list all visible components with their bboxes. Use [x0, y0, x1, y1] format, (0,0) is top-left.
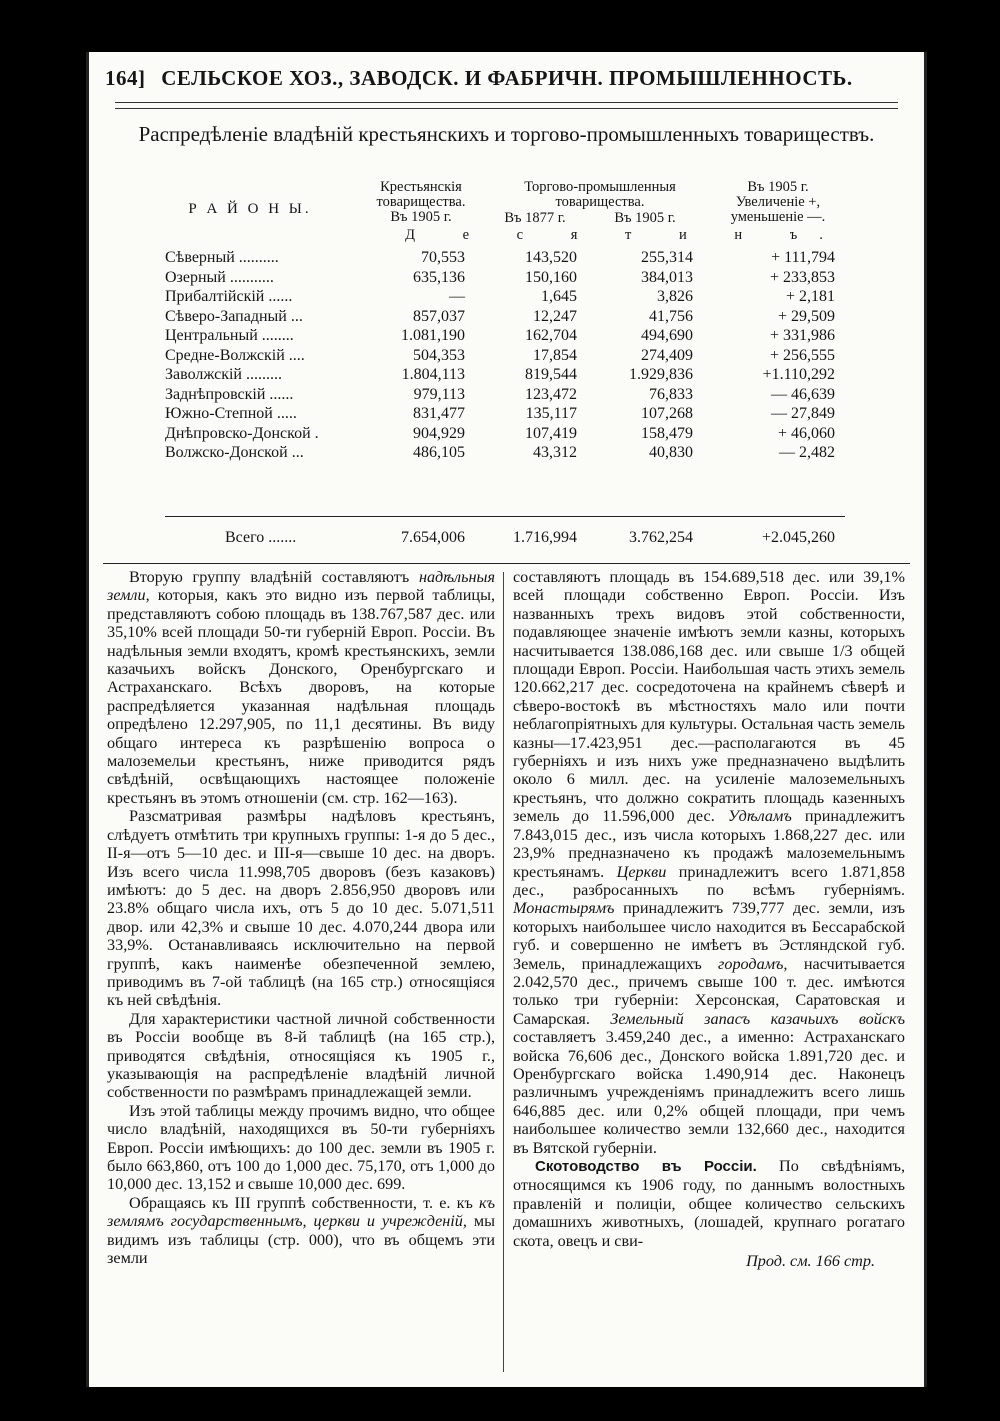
running-title: СЕЛЬСКОЕ ХОЗ., ЗАВОДСК. И ФАБРИЧН. ПРОМЫШЛЕННОСТЬ.	[161, 66, 853, 90]
table-title: Распредѣленіе владѣній крестьянскихъ и торгово-промышленныхъ товариществъ.	[138, 122, 875, 146]
table-total-row: Всего ....... 7.654,006 1.716,994 3.762,254 +2.045,260	[225, 529, 835, 546]
paragraph: Изъ этой таблицы между прочимъ видно, что общее число владѣній, находящихся въ 50-ти губерніяхъ Европ. Россіи имѣющихъ: до 100 дес. земли въ 1905 г. было 663,860, отъ 100 до 1,000 дес. 75,170, отъ 1,000 до 10,000 дес. 13,152 и свыше 10,000 дес. 699.	[107, 1101, 495, 1194]
paragraph: Для характеристики частной личной собственности въ Россіи вообще въ 8-й таблицѣ (на 165 стр.), приводятся свѣдѣнія, относящіяся къ 1905 г., указывающія на распредѣленіе владѣній личной собственности по размѣрамъ принадлежащей земли.	[107, 1009, 495, 1102]
table-row: Заволжскій ......... 1.804,113 819,544 1.929,836 +1.110,292	[165, 366, 835, 383]
table-row: Центральный ........ 1.081,190 162,704 494,690 + 331,986	[165, 327, 835, 344]
paragraph: Разсматривая размѣры надѣловъ крестьянъ, слѣдуетъ отмѣтить три крупныхъ группы: 1-я до 5 дес., II-я—отъ 5—10 дес. и III-я—свыше 10 дес. на дворъ. Изъ всего числа 11.998,705 дворовъ (безъ казаковъ) имѣютъ: до 5 дес. на дворъ 2.856,950 дворовъ или 23.8% общаго числа ихъ, отъ 5 до 10 дес. 5.071,511 двор. или 42,3% и свыше 10 дес. 4.070,244 двора или 33,9%. Останавливаясь исключительно на первой группѣ, какъ наименѣе обезпеченной землею, приводимъ въ 7-ой таблицѣ (на 165 стр.) относящіяся къ ней свѣдѣнія.	[107, 807, 495, 1010]
table-row: Средне-Волжскій .... 504,353 17,854 274,409 + 256,555	[165, 346, 835, 364]
header-trade-1905: Въ 1905 г.	[614, 210, 676, 226]
table-bottom-rule	[103, 563, 910, 564]
header-trade-1877: Въ 1877 г.	[504, 210, 566, 226]
header-peasant-group: Крестьянскія товарищества.	[376, 179, 466, 210]
header-unit: Д е с я т и н ъ.	[405, 227, 845, 243]
paragraph: составляютъ площадь въ 154.689,518 дес. или 39,1% всей площади собственно Европ. Россіи. Изъ названныхъ трехъ видовъ этой собственности, подавляющее значеніе имѣютъ земли казны, которыхъ насчитывается 138.086,168 дес. или свыше 1/3 общей площади Европ. Россіи. Наибольшая часть этихъ земель 120.662,217 дес. сосредоточена на крайнемъ сѣверѣ и сѣверо-востокѣ въ мѣстностяхъ мало или почти неблагопріятныхъ для культуры. Остальная часть земель казны—17.423,951 дес.—располагаются въ 45 губерніяхъ и изъ нихъ уже предназначено выдѣлить около 6 милл. дес. на усиленіе малоземельныхъ крестьянъ, что должно сократить площадь казенныхъ земель до 11.596,000 дес. Удѣламъ принадлежитъ 7.843,015 дес., изъ числа которыхъ 1.868,227 дес. или 23,9% предназначено къ продажѣ малоземельнымъ крестьянамъ. Церкви принадлежитъ всего 1.871,858 дес., разбросанныхъ по всѣмъ губерніямъ. Монастырямъ принадлежитъ 739,777 дес. земли, изъ которыхъ наибольшее число находится въ Бессарабской губ. и совершенно не имѣетъ въ Эстляндской губ. Земель, принадлежащихъ городамъ, насчитывается 2.042,570 дес., причемъ свыше 100 т. дес. имѣются только три губерніи: Херсонская, Саратовская и Самарская. Земельный запасъ казачьихъ войскъ составляетъ 3.459,240 дес., а именно: Астраханскаго войска 76,606 дес., Донского войска 1.891,720 дес. и Оренбургскаго войска 1.490,914 дес. Наконецъ различнымъ учрежденіямъ принадлежитъ всего лишь 646,885 дес. или 0,2% общей площади, при чемъ наибольшее количество земли 132,660 дес., находится въ Вятской губерніи.	[513, 568, 905, 1157]
paragraph: Вторую группу владѣній составляютъ надѣльныя земли, которыя, какъ это видно изъ первой таблицы, представляютъ собою площадь въ 138.767,587 дес. или 35,10% всей площади 50-ти губерній Европ. Россіи. Въ надѣльныя земли входятъ, кромѣ крестьянскихъ, земли казачьихъ войскъ Донского, Оренбургскаго и Астраханскаго. Всѣхъ дворовъ, на которые распредѣляется указанная надѣльная площадь опредѣлено 12.297,905, по 11,1 десятины. Въ виду общаго интереса къ разрѣшенію вопроса о малоземельи крестьянъ, ниже приводится рядъ свѣдѣній, освѣщающихъ настоящее положеніе крестьянъ въ этомъ отношеніи (см. стр. 162—163).	[107, 568, 495, 807]
header-peasant-year: Въ 1905 г.	[390, 209, 452, 225]
paragraph: Скотоводство въ Россіи. По свѣдѣніямъ, относящимся къ 1906 году, по даннымъ волостныхъ правленій и полиціи, общее количество сельскихъ домашнихъ животныхъ, (лошадей, крупнаго рогатаго скота, овецъ и сви-	[513, 1157, 905, 1250]
header-peasant	[361, 180, 481, 225]
header-change: Въ 1905 г. Увеличеніе +, уменьшеніе —.	[730, 179, 826, 225]
paragraph: Обращаясь къ III группѣ собственности, т. е. къ къ землямъ государственнымъ, церкви и учрежденій, мы видимъ изъ таблицы (стр. 000), что въ общемъ эти земли	[107, 1193, 495, 1268]
table-row: Сѣверо-Западный ... 857,037 12,247 41,756 + 29,509	[165, 307, 835, 325]
total-rule	[165, 516, 845, 517]
header-trade-group: Торгово-промышленныя товарищества.	[524, 179, 676, 210]
right-text-column	[513, 568, 905, 1270]
table-row: Прибалтійскій ...... — 1,645 3,826 + 2,181	[165, 288, 835, 305]
header-rule	[115, 102, 898, 109]
header-region: Р А Й О Н Ы.	[188, 201, 312, 217]
page-number: 164]	[105, 66, 146, 90]
left-text-column	[107, 568, 495, 1267]
page-sheet	[86, 52, 927, 1387]
table-row: Сѣверный .......... 70,553 143,520 255,314 + 111,794	[165, 249, 835, 266]
table-row: Днѣпровско-Донской . 904,929 107,419 158,479 + 46,060	[165, 424, 835, 442]
column-divider	[503, 572, 504, 1372]
table-row: Озерный ........... 635,136 150,160 384,013 + 233,853	[165, 268, 835, 286]
table-row: Южно-Степной ..... 831,477 135,117 107,268 — 27,849	[165, 405, 835, 422]
running-header	[105, 66, 910, 100]
table-row: Заднѣпровскій ...... 979,113 123,472 76,833 — 46,639	[165, 385, 835, 403]
table-row: Волжско-Донской ... 486,105 43,312 40,830 — 2,482	[165, 444, 835, 461]
continued-note: Прод. см. 166 стр.	[746, 1252, 875, 1271]
